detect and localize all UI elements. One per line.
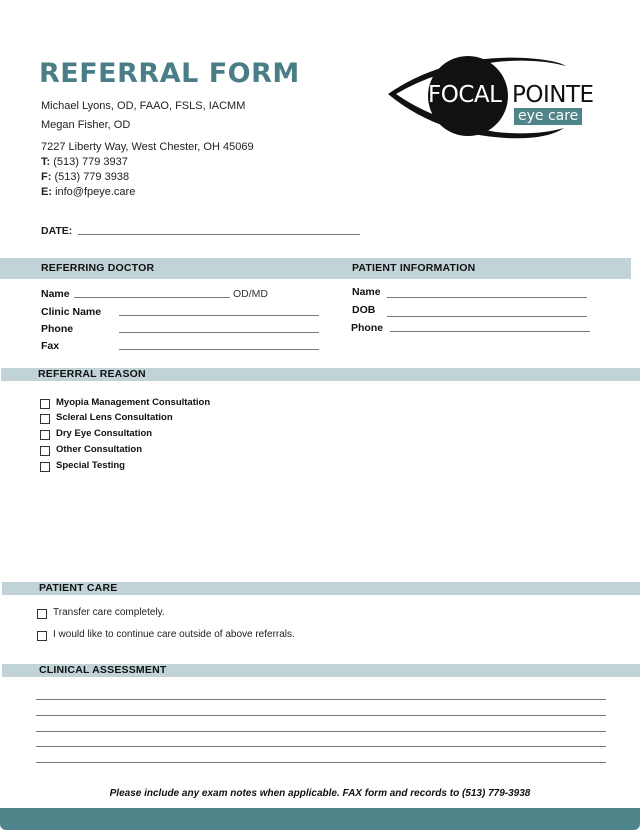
checkbox[interactable]: [40, 430, 50, 440]
fax-label: F:: [41, 171, 52, 183]
patient-name-field[interactable]: [387, 297, 587, 298]
logo-word-focal: FOCAL: [428, 82, 502, 108]
assessment-line-1[interactable]: [36, 699, 606, 700]
patient-care-option-label: Transfer care completely.: [53, 607, 165, 618]
doctor-fax-field[interactable]: [119, 349, 319, 350]
doctor-name-label: Name: [41, 288, 70, 300]
patient-care-heading: PATIENT CARE: [39, 582, 118, 594]
patient-care-option-label: I would like to continue care outside of above referrals.: [53, 629, 295, 640]
patient-care-option-continue[interactable]: [37, 628, 295, 641]
checkbox[interactable]: [40, 462, 50, 472]
patient-information-heading: PATIENT INFORMATION: [352, 262, 476, 274]
referring-doctor-heading: REFERRING DOCTOR: [41, 262, 155, 274]
phone-label: T:: [41, 156, 51, 168]
patient-dob-label: DOB: [352, 304, 376, 316]
referral-option-myopia[interactable]: [40, 396, 210, 409]
referral-option-label: Scleral Lens Consultation: [56, 412, 173, 423]
doctor-name-field[interactable]: [74, 297, 230, 298]
patient-dob-field[interactable]: [387, 316, 587, 317]
fax-value: (513) 779 3938: [54, 171, 130, 183]
checkbox[interactable]: [40, 446, 50, 456]
patient-care-option-transfer[interactable]: [37, 606, 165, 619]
assessment-line-4[interactable]: [36, 746, 606, 747]
doctor-fax-label: Fax: [41, 340, 60, 352]
referral-option-special-testing[interactable]: [40, 459, 125, 472]
logo-tagline: eye care: [514, 108, 582, 125]
doctor-phone-label: Phone: [41, 323, 74, 335]
checkbox[interactable]: [37, 631, 47, 641]
od-md-suffix: OD/MD: [233, 288, 268, 300]
checkbox[interactable]: [40, 414, 50, 424]
clinic-name-label: Clinic Name: [41, 306, 102, 318]
logo-word-pointe: POINTE: [512, 82, 594, 108]
referral-option-scleral[interactable]: [40, 411, 173, 424]
referral-option-label: Special Testing: [56, 460, 125, 471]
referral-option-dry-eye[interactable]: [40, 427, 152, 440]
page-title: REFERRAL FORM: [39, 58, 300, 89]
patient-phone-label: Phone: [351, 322, 384, 334]
footer-bar: [0, 808, 640, 830]
referral-option-label: Myopia Management Consultation: [56, 397, 211, 408]
referral-option-label: Dry Eye Consultation: [56, 428, 153, 439]
patient-phone-field[interactable]: [390, 331, 590, 332]
date-input-line[interactable]: [78, 234, 360, 235]
doctor-name-1: Michael Lyons, OD, FAAO, FSLS, IACMM: [41, 100, 246, 112]
checkbox[interactable]: [40, 399, 50, 409]
referral-option-other[interactable]: [40, 443, 142, 456]
date-label: DATE:: [41, 225, 73, 237]
clinical-assessment-heading: CLINICAL ASSESSMENT: [39, 664, 167, 676]
clinic-name-field[interactable]: [119, 315, 319, 316]
fax-line: [41, 171, 129, 183]
patient-name-label: Name: [352, 286, 381, 298]
doctor-name-2: Megan Fisher, OD: [41, 119, 131, 131]
referral-option-label: Other Consultation: [56, 444, 143, 455]
email-label: E:: [41, 186, 52, 198]
footer-note: Please include any exam notes when applicable. FAX form and records to (513) 779-3938: [109, 788, 531, 799]
referral-reason-heading: REFERRAL REASON: [38, 368, 146, 380]
email-line: [41, 186, 135, 198]
doctor-phone-field[interactable]: [119, 332, 319, 333]
phone-line: [41, 156, 128, 168]
checkbox[interactable]: [37, 609, 47, 619]
address: 7227 Liberty Way, West Chester, OH 45069: [41, 141, 254, 153]
email-value: info@fpeye.care: [55, 186, 136, 198]
assessment-line-2[interactable]: [36, 715, 606, 716]
assessment-line-5[interactable]: [36, 762, 606, 763]
phone-value: (513) 779 3937: [53, 156, 128, 168]
assessment-line-3[interactable]: [36, 731, 606, 732]
focal-pointe-logo: [386, 52, 596, 142]
